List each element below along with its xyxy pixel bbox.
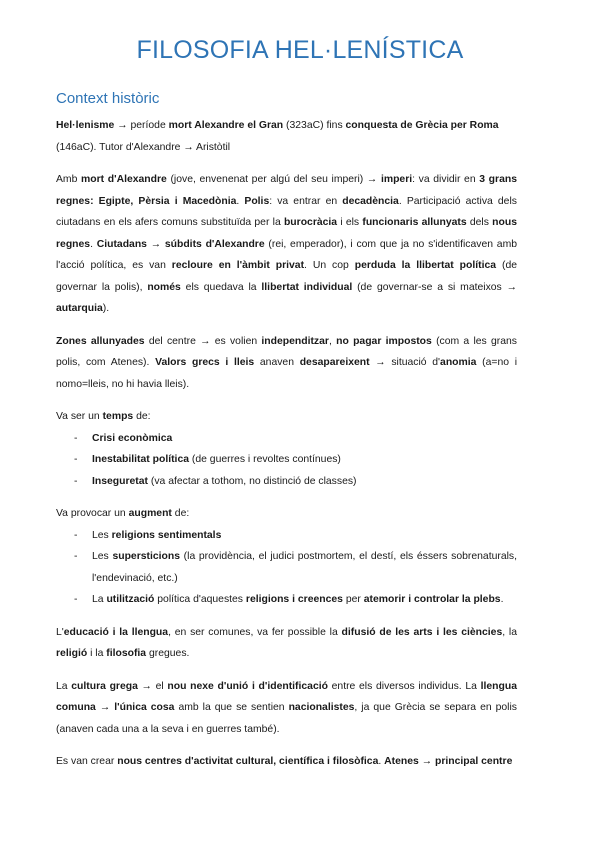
- list-intro-augment: Va provocar un augment de:: [56, 508, 190, 519]
- list-temps: [56, 428, 517, 493]
- list-intro-temps: Va ser un temps de:: [56, 411, 151, 422]
- paragraph-hellenisme: Hel·lenisme → període mort Alexandre el Gran (323aC) fins conquesta de Grècia per Roma (146aC). Tutor d'Alexandre → Aristòtil: [56, 120, 499, 153]
- list-augment: [56, 525, 517, 611]
- paragraph-zones-allunyades: Zones allunyades del centre → es volien independitzar, no pagar impostos (com a les grans polis, com Atenes). Valors grecs i lleis anaven desapareixent → situació d'anomia (a=no i nomo=lleis, no hi havia lleis).: [56, 335, 517, 390]
- page-title: FILOSOFIA HEL·LENÍSTICA: [136, 36, 464, 64]
- list-item: - La utilització política d'aquestes religions i creences per atemorir i controlar la plebs.: [56, 589, 517, 611]
- list-item: - Crisi econòmica: [56, 428, 517, 450]
- section-heading: Context històric: [56, 90, 160, 107]
- paragraph-mort-alexandre: Amb mort d'Alexandre (jove, envenenat per algú del seu imperi) → imperi: va dividir en 3 grans regnes: Egipte, Pèrsia i Macedònia. Polis: va entrar en decadència. Participació activa dels ciutadans en els afers comuns substituïda per la burocràcia i els funcionaris allunyats dels nous regnes. Ciutadans → súbdits d'Alexandre (rei, emperador), i com que ja no s'identificaven amb l'acció política, es van recloure en l'àmbit privat. Un cop perduda la llibertat política (de governar la polis), només els quedava la llibertat individual (de governar-se a si mateixos → autarquia).: [56, 174, 518, 314]
- list-item: - Inestabilitat política (de guerres i revoltes contínues): [56, 449, 517, 471]
- list-item: - Les religions sentimentals: [56, 525, 517, 547]
- document-body: [56, 115, 517, 784]
- paragraph-cultura-grega: La cultura grega → el nou nexe d'unió i d'identificació entre els diversos individus. La llengua comuna → l'única cosa amb la que se sentien nacionalistes, ja que Grècia se separa en polis (anaven cada una a la seva i en guerres també).: [56, 680, 517, 735]
- paragraph-nous-centres: Es van crear nous centres d'activitat cultural, científica i filosòfica. Atenes → principal centre: [56, 756, 513, 767]
- paragraph-educacio-llengua: L'educació i la llengua, en ser comunes, va fer possible la difusió de les arts i les ciències, la religió i la filosofia gregues.: [56, 626, 517, 659]
- list-item: - Les supersticions (la providència, el judici postmortem, el destí, els éssers sobrenaturals, l'endevinació, etc.): [56, 546, 517, 589]
- list-item: - Inseguretat (va afectar a tothom, no distinció de classes): [56, 471, 517, 493]
